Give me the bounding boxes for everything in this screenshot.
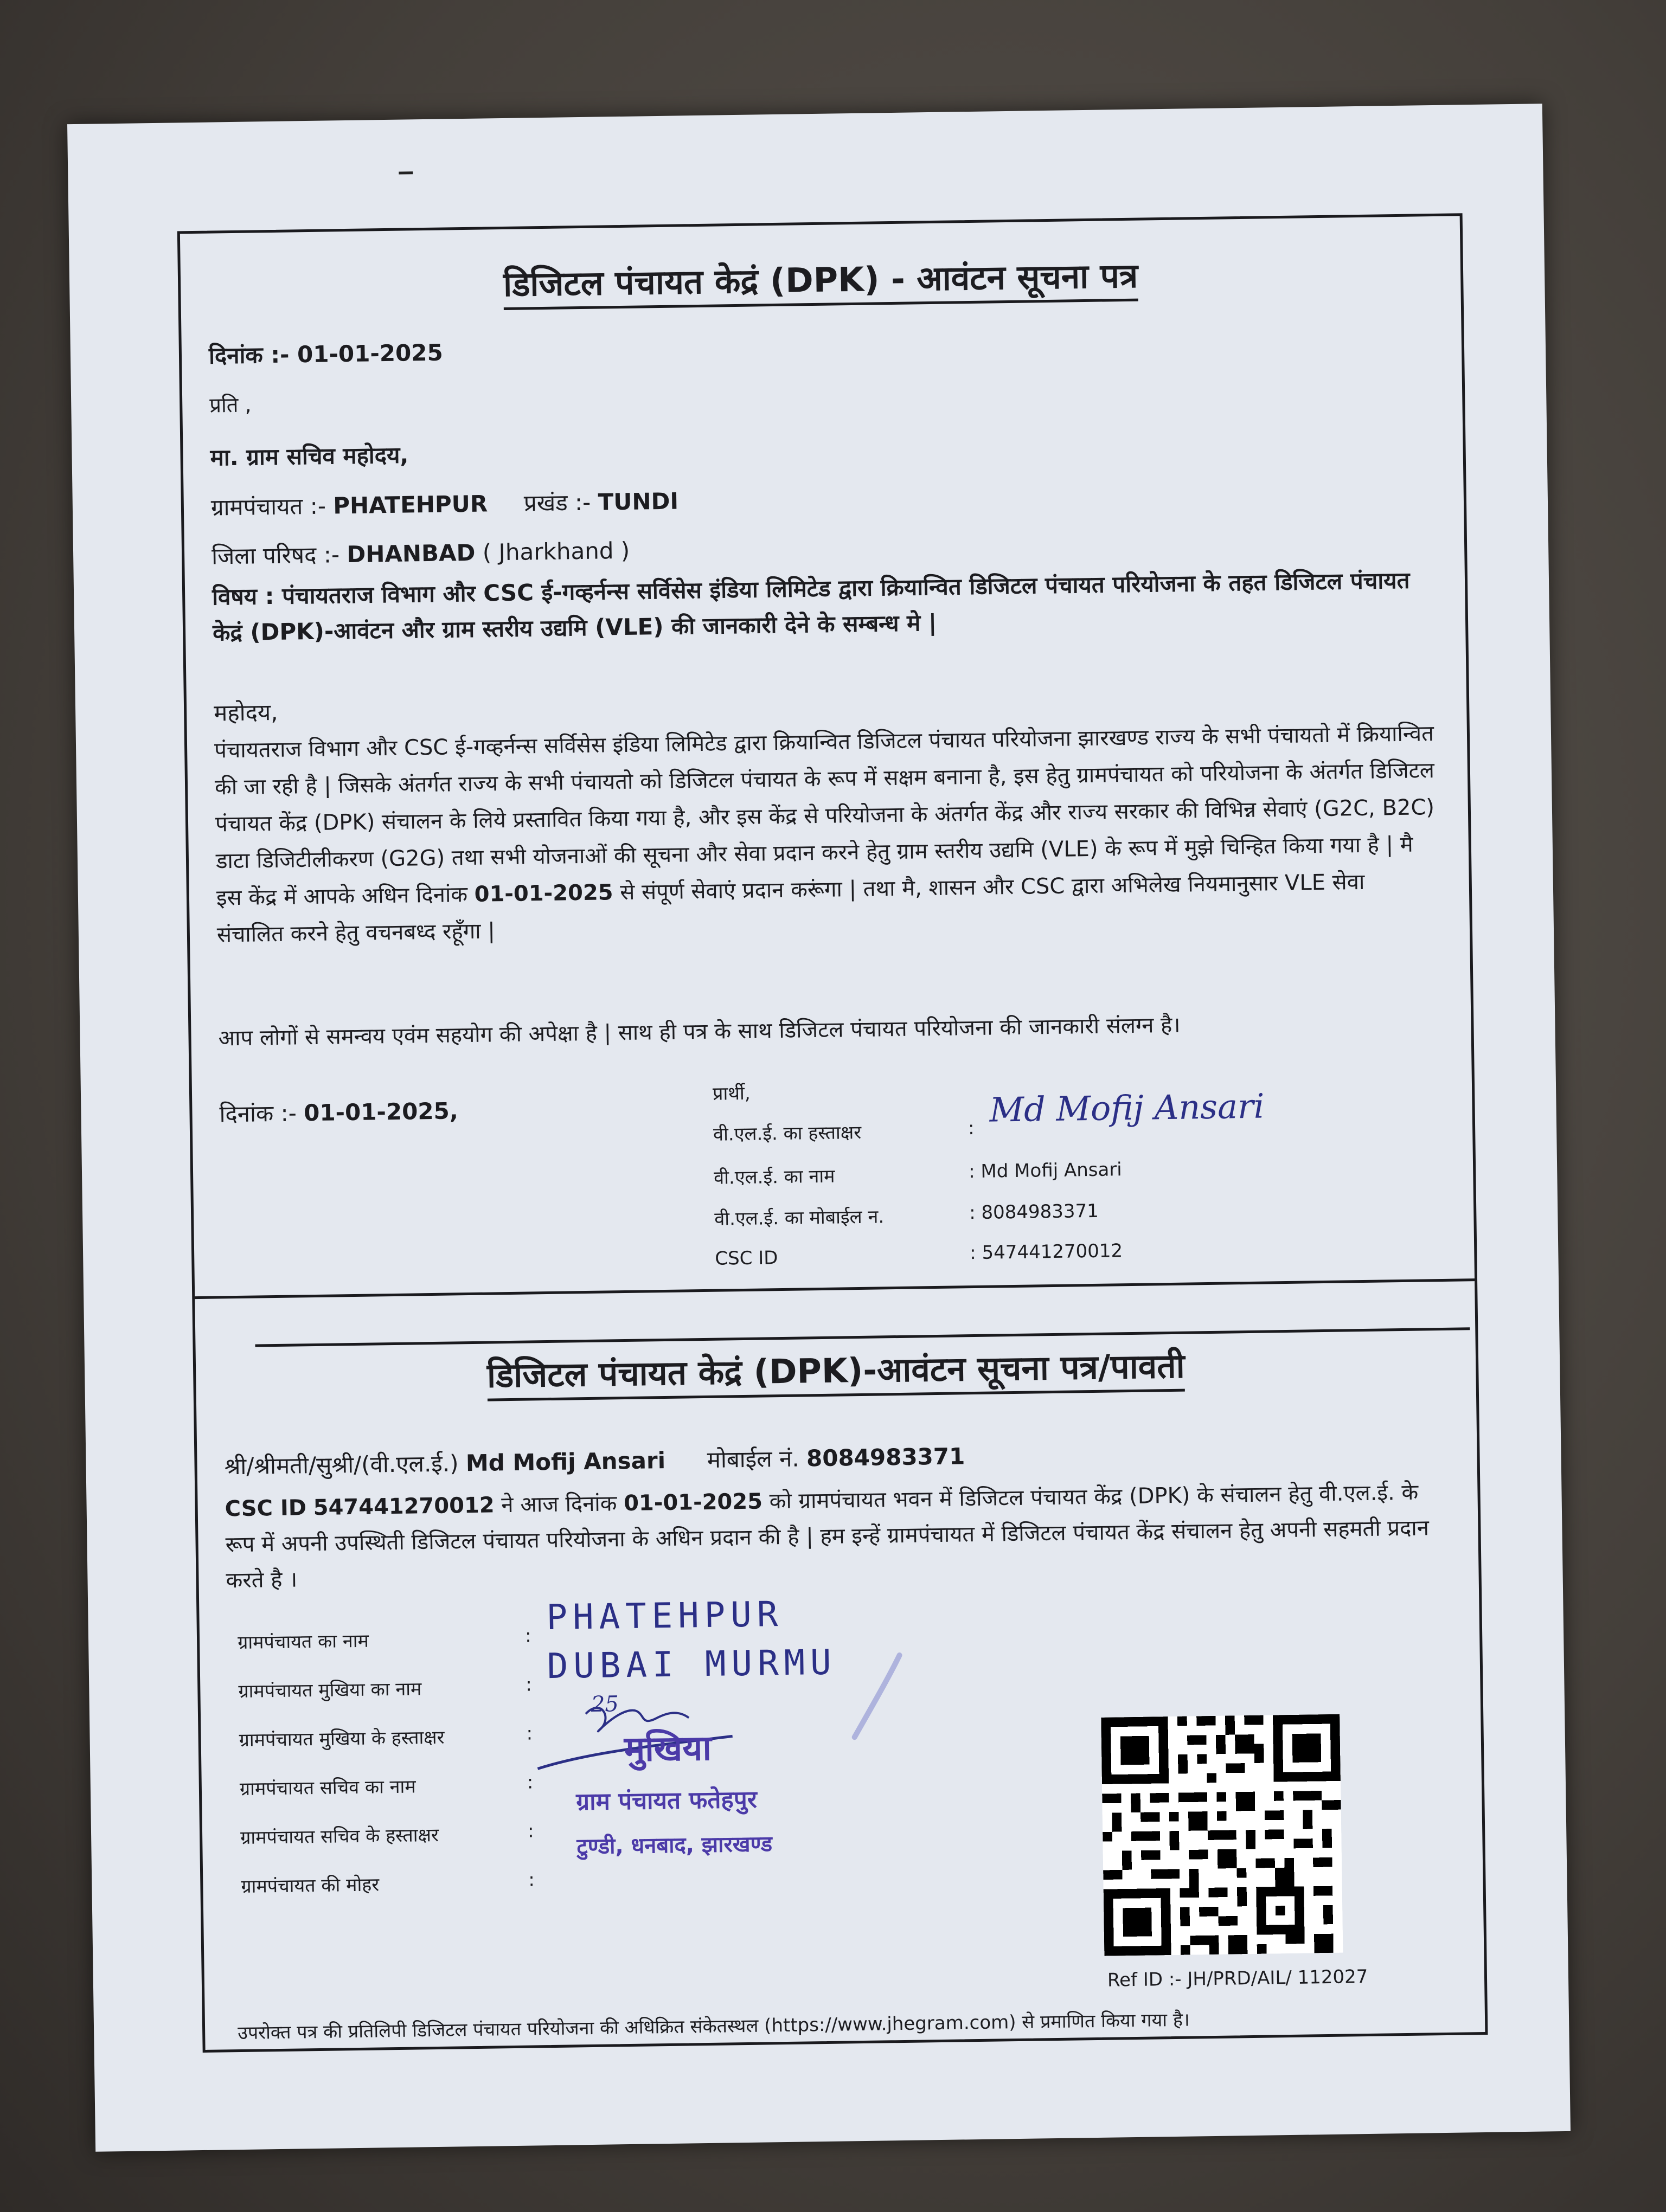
field-mukhiya-sign-label: ग्रामपंचायत मुखिया के हस्ताक्षर — [239, 1726, 445, 1752]
ink-smudge — [840, 1644, 917, 1754]
receipt-body: CSC ID 547441270012 ने आज दिनांक 01-01-2025 को ग्रामपंचायत भवन में डिजिटल पंचायत केंद्र (DPK) के संचालन हेतु वी.एल.ई. के रूप में अपनी उपस्थिती डिजिटल पंचायत परियोजना के अधिन प्रदान की है | हम इन्हें ग्रामपंचायत में डिजिटल पंचायत केंद्र संचालन हेतु अपनी सहमती प्रदान करते है । — [225, 1480, 1430, 1593]
receipt-vle-line: श्री/श्रीमती/सुश्री/(वी.एल.ई.) Md Mofij Ansari मोबाईल नं. 8084983371 — [224, 1443, 965, 1480]
vle-mobile-label: वी.एल.ई. का मोबाईल न. — [714, 1206, 885, 1230]
district-line: जिला परिषद :- DHANBAD ( Jharkhand ) — [211, 537, 630, 570]
footer-note: उपरोक्त पत्र की प्रतिलिपी डिजिटल पंचायत परियोजना की अधिक्रित संकेतस्थल (https://www.jhegram.com) से प्रमाणित किया गया है। — [237, 2009, 1190, 2044]
stamp-line-panchayat: ग्राम पंचायत फतेहपुर — [575, 1785, 758, 1816]
csc-id-label: CSC ID — [715, 1247, 778, 1270]
prati: प्रति , — [209, 393, 252, 417]
salutation: महोदय, — [213, 698, 278, 726]
recipient: मा. ग्राम सचिव महोदय, — [210, 441, 409, 471]
field-mukhiya-name-value: DUBAI MURMU — [547, 1642, 837, 1687]
field-mukhiya-name-label: ग्रामपंचायत मुखिया का नाम — [238, 1678, 422, 1703]
field-gp-name-value: PHATEHPUR — [546, 1594, 784, 1638]
ref-id: Ref ID :- JH/PRD/AIL/ 112027 — [1107, 1966, 1368, 1991]
receipt-title: डिजिटल पंचायत केद्रं (DPK)-आवंटन सूचना पत्र/पावती — [196, 1338, 1476, 1401]
stamp-line-address: टुण्डी, धनबाद, झारखण्ड — [576, 1831, 773, 1860]
qr-code — [1101, 1714, 1343, 1956]
stamp-title: मुखिया — [624, 1728, 712, 1770]
gram-panchayat-line: ग्रामपंचायत :- PHATEHPUR प्रखंड :- TUNDI — [210, 487, 679, 521]
applicant-label: प्रार्थी, — [712, 1082, 751, 1105]
field-gp-name-label: ग्रामपंचायत का नाम — [237, 1630, 369, 1654]
vle-signature-label: वी.एल.ई. का हस्ताक्षर — [713, 1121, 862, 1146]
vle-signature: Md Mofij Ansari — [989, 1086, 1265, 1130]
mukhiya-signature-mark: 25 — [591, 1692, 619, 1717]
field-sachiv-sign-label: ग्रामपंचायत सचिव के हस्ताक्षर — [240, 1824, 439, 1849]
letter-closing: आप लोगों से समन्वय एवंम सहयोग की अपेक्षा है | साथ ही पत्र के साथ डिजिटल पंचायत परियोजना की जानकारी संलग्न है। — [218, 1012, 1181, 1051]
pen-mark — [399, 171, 413, 174]
field-sachiv-name-label: ग्रामपंचायत सचिव का नाम — [239, 1776, 416, 1801]
paper-sheet — [67, 104, 1571, 2152]
letter-date: दिनांक :- 01-01-2025 — [208, 339, 444, 369]
letter-body: पंचायतराज विभाग और CSC ई-गव्हर्नन्स सर्विसेस इंडिया लिमिटेड द्वारा क्रियान्वित डिजिटल पंचायत परियोजना झारखण्ड राज्य के सभी पंचायतो में क्रियान्वित की जा रही है | जिसके अंतर्गत राज्य के सभी पंचायतो को डिजिटल पंचायत के रूप में सक्षम बनाना है, इस हेतु ग्रामपंचायत को परियोजना के अंतर्गत डिजिटल पंचायत केंद्र (DPK) संचालन के लिये प्रस्तावित किया गया है, और इस केंद्र से परियोजना के अंतर्गत केंद्र और राज्य सरकार की विभिन्न सेवाएं (G2C, B2C) डाटा डिजिटीलीकरण (G2G) तथा सभी योजनाओं की सूचना और सेवा प्रदान करने हेतु ग्राम स्तरीय उद्यमि (VLE) के रूप में मुझे चिन्हित किया गया है | मै इस केंद्र में आपके अधिन दिनांक 01-01-2025 से संपूर्ण सेवाएं प्रदान करूंगा | तथा मै, शासन और CSC द्वारा अभिलेख नियमानुसार VLE सेवा संचालित करने हेतु वचनबध्द रहूँगा | — [214, 721, 1435, 948]
subject: विषय : पंचायतराज विभाग और CSC ई-गव्हर्नन्स सर्विसेस इंडिया लिमिटेड द्वारा क्रियान्वित डिजिटल पंचायत परियोजना के तहत डिजिटल पंचायत केद्रं (DPK)-आवंटन और ग्राम स्तरीय उद्यमि (VLE) की जानकारी देने के सम्बन्ध मे | — [212, 567, 1410, 646]
document-frame: डिजिटल पंचायत केद्रं (DPK) - आवंटन सूचना पत्र दिनांक :- 01-01-2025 प्रति , मा. ग्राम सचिव महोदय, ग्रामपंचायत :- PHATEHPUR प्रखंड :- TUNDI जिला परिषद :- DHANBAD ( Jharkhand ) विषय : पंचायतराज विभाग और CSC ई-गव्हर्नन्स सर्विसेस इंडिया लिमिटेड द्वारा क्रियान्वित डिजिटल पंचायत परियोजना के तहत डिजिटल पंचायत केद्रं (DPK)-आवंटन और ग्राम स्तरीय उद्यमि (VLE) की जानकारी देने के सम्बन्ध मे | महोदय, पंचायतराज विभाग और CSC ई-गव्हर्नन्स सर्विसेस इंडिया लिमिटेड द्वारा क्रियान्वित डिजिटल पंचायत परियोजना झारखण्ड राज्य के सभी पंचायतो में क्रियान्वित की जा रही है | जिसके अंतर्गत राज्य के सभी पंचायतो को डिजिटल पंचायत के रूप में सक्षम बनाना है, इस हेतु ग्रामपंचायत को परियोजना के अंतर्गत डिजिटल पंचायत केंद्र (DPK) संचालन के लिये प्रस्तावित किया गया है, और इस केंद्र से परियोजना के अंतर्गत केंद्र और राज्य सरकार की विभिन्न सेवाएं (G2C, B2C) डाटा डिजिटीलीकरण (G2G) तथा सभी योजनाओं की सूचना और सेवा प्रदान करने हेतु ग्राम स्तरीय उद्यमि (VLE) के रूप में मुझे चिन्हित किया गया है | मै इस केंद्र में आपके अधिन दिनांक 01-01-2025 से संपूर्ण सेवाएं प्रदान करूंगा | तथा मै, शासन और CSC द्वारा अभिलेख नियमानुसार VLE सेवा संचालित करने हेतु वचनबध्द रहूँगा | आप लोगों से समन्वय एवंम सहयोग की अपेक्षा है | साथ ही पत्र के साथ डिजिटल पंचायत परियोजना की जानकारी संलग्न है। दिनांक :- 01-01-2025, प्रार्थी, वी.एल.ई. का हस्ताक्षर : Md Mofij Ansari वी.एल.ई. का नाम : Md Mofij Ansari वी.एल.ई. का मोबाईल न. : 8084983371 CSC ID : 547441270012 डिजिटल पंचायत केद्रं (DPK)-आवंटन सूचना पत्र/पावती श्री/श्रीमती/सुश्री/(वी.एल.ई.) Md Mofij Ansari मोबाईल नं. 8084983371 CSC ID 547441270012 ने आज दिनांक 01-01-2025 को ग्रामपंचायत भवन में डिजिटल पंचायत केंद्र (DPK) के संचालन हेतु वी.एल.ई. के रूप में अपनी उपस्थिती डिजिटल पंचायत परियोजना के अधिन प्रदान की है | हम इन्हें ग्रामपंचायत में डिजिटल पंचायत केंद्र संचालन हेतु अपनी सहमती प्रदान करते है । ग्रामपंचायत का नाम : PHATEHPUR ग्रामपंचायत मुखिया का नाम : DUBAI MURMU ग्रामपंचायत मुखिया के हस्ताक्षर : 25 मुखिया ग्रामपंचायत सचिव का नाम : ग्राम पंचायत फतेहपुर ग्रामपंचायत सचिव के हस्ताक्षर : टुण्डी, धनबाद, झारखण्ड ग्रामपंचायत की मोहर : Ref ID :- JH/PRD/AIL/ 112027 उपरोक्त पत्र की प्रतिलिपी डिजिटल पंचायत परियोजना की अधिक्रित संकेतस्थल (https://www.jhegram.com) से प्रमाणित किया गया है। — [177, 213, 1488, 2053]
bottom-date: दिनांक :- 01-01-2025, — [219, 1097, 459, 1128]
vle-name-label: वी.एल.ई. का नाम — [713, 1165, 835, 1189]
letter-title: डिजिटल पंचायत केद्रं (DPK) - आवंटन सूचना पत्र — [181, 247, 1461, 311]
field-seal-label: ग्रामपंचायत की मोहर — [241, 1874, 380, 1898]
section-divider — [195, 1278, 1475, 1299]
